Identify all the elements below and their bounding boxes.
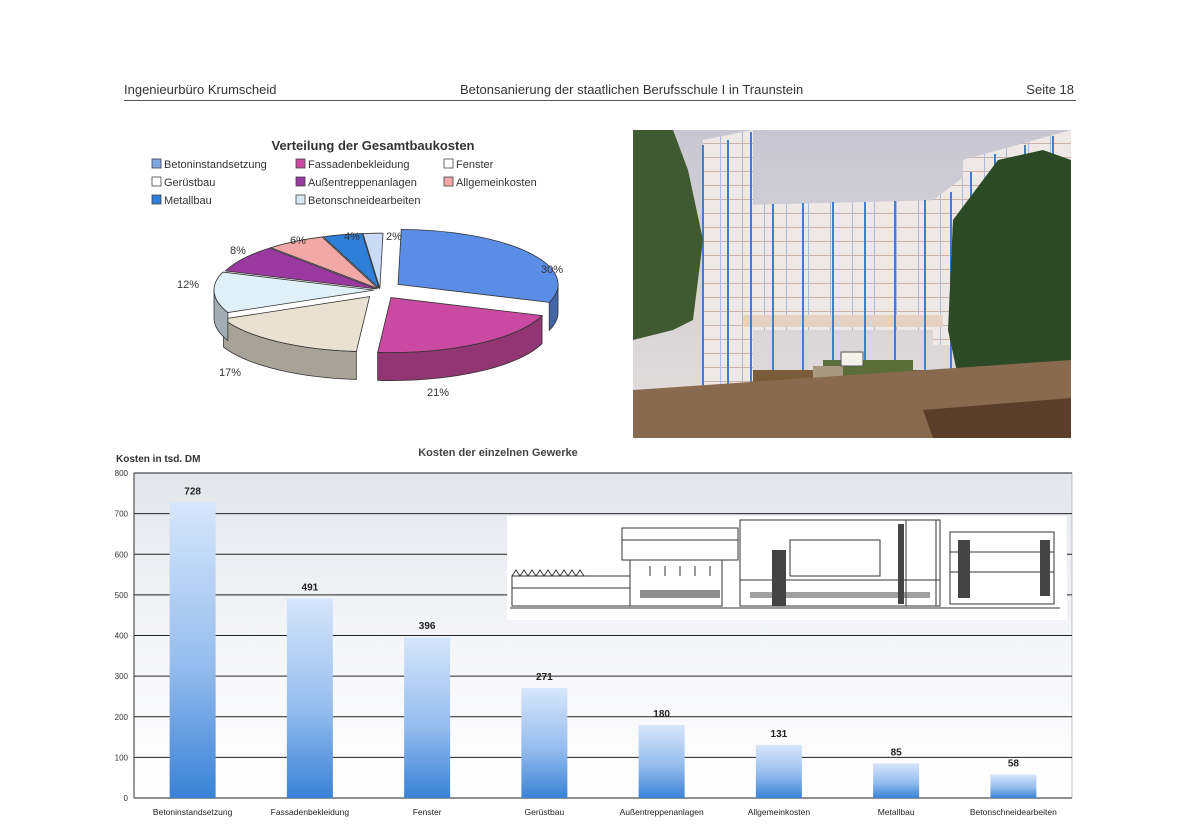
bar-value-label: 131 (770, 728, 788, 740)
bar (639, 725, 685, 798)
pie-value-label: 21% (426, 387, 450, 399)
x-tick-label: Allgemeinkosten (747, 807, 811, 817)
x-tick-label: Metallbau (877, 807, 915, 817)
pie-legend (152, 159, 537, 207)
x-tick-label: Betoninstandsetzung (152, 807, 233, 817)
legend-swatch (296, 195, 305, 204)
y-tick-label: 800 (114, 469, 128, 478)
pie-value-label: 4% (344, 231, 360, 243)
legend-label: Betonschneidearbeiten (308, 195, 421, 207)
legend-swatch (444, 177, 453, 186)
pie-body (214, 229, 558, 380)
pie-title: Verteilung der Gesamtbaukosten (271, 138, 475, 153)
legend-swatch (296, 159, 305, 168)
pie-chart (140, 130, 580, 420)
pie-slice (378, 298, 542, 381)
legend-swatch (296, 177, 305, 186)
pie-value-label: 12% (176, 279, 200, 291)
pie-legend-item (296, 177, 417, 189)
x-tick-label: Gerüstbau (524, 807, 565, 817)
legend-label: Metallbau (164, 195, 212, 207)
bar-value-label: 180 (653, 708, 670, 720)
x-tick-label: Betonschneidearbeiten (969, 807, 1057, 817)
pie-legend-item (444, 177, 537, 189)
bar-value-label: 491 (301, 582, 319, 594)
bar-value-label: 271 (536, 671, 553, 683)
legend-label: Allgemeinkosten (456, 177, 537, 189)
building-elevation-drawing (507, 516, 1067, 620)
pie-value-label: 2% (386, 231, 402, 243)
legend-swatch (152, 159, 161, 168)
legend-label: Betoninstandsetzung (164, 159, 267, 171)
header-project-title: Betonsanierung der staatlichen Berufsschule I in Traunstein (460, 82, 804, 97)
pie-value-label: 6% (290, 235, 306, 247)
y-tick-label: 500 (114, 590, 128, 600)
bar (170, 502, 216, 798)
legend-label: Fassadenbekleidung (308, 159, 410, 171)
y-tick-label: 700 (114, 509, 128, 519)
pie-legend-item (152, 195, 212, 207)
pie-value-label: 8% (230, 245, 246, 257)
legend-label: Gerüstbau (164, 177, 216, 189)
y-tick-label: 0 (123, 794, 128, 803)
bar-value-label: 58 (1007, 758, 1019, 770)
y-tick-label: 600 (114, 550, 128, 560)
bar (756, 745, 802, 798)
pie-legend-item (444, 159, 494, 171)
bar (287, 599, 333, 798)
bar (521, 688, 567, 798)
bar-chart (110, 440, 1078, 832)
bar-value-label: 728 (184, 486, 201, 498)
pie-legend-item (296, 195, 421, 207)
building-scaffold-photo (633, 130, 1071, 438)
y-tick-label: 300 (114, 672, 128, 682)
header-page-number: Seite 18 (1026, 82, 1074, 97)
bar (990, 774, 1036, 798)
page-header (124, 80, 1076, 101)
legend-swatch (444, 159, 453, 168)
pie-value-label: 17% (218, 367, 242, 379)
bar (873, 763, 919, 798)
header-company: Ingenieurbüro Krumscheid (124, 82, 277, 97)
pie-legend-item (152, 159, 267, 171)
bar-title: Kosten der einzelnen Gewerke (418, 447, 578, 459)
legend-label: Außentreppenanlagen (308, 177, 417, 189)
x-tick-label: Fassadenbekleidung (270, 807, 350, 817)
pie-legend-item (296, 159, 410, 171)
legend-swatch (152, 177, 161, 186)
legend-swatch (152, 195, 161, 204)
y-tick-label: 400 (114, 631, 128, 641)
pie-value-label: 30% (540, 264, 564, 276)
y-tick-label: 100 (114, 753, 128, 763)
x-tick-label: Außentreppenanlagen (619, 807, 704, 817)
pie-slice-top (398, 229, 558, 302)
bar-value-label: 85 (890, 747, 902, 759)
x-tick-label: Fenster (412, 807, 442, 817)
pie-legend-item (152, 177, 215, 189)
legend-label: Fenster (456, 159, 494, 171)
bar-value-label: 396 (418, 621, 436, 633)
bar (404, 637, 450, 798)
bar-ylabel: Kosten in tsd. DM (116, 454, 201, 465)
y-tick-label: 200 (114, 712, 128, 722)
